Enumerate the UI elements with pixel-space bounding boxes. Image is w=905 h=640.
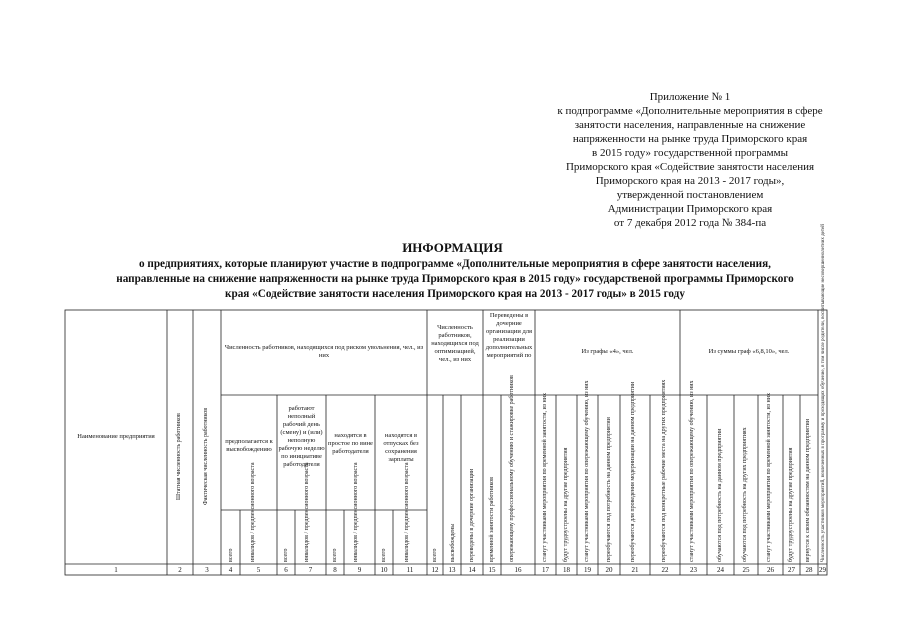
header-disabled: инвалидов / предпенсионного возраста xyxy=(304,462,310,562)
header-temp: временной занятости работников xyxy=(489,477,495,562)
header-v22: переобучаются под конкретные рабочие места на других предприятиях xyxy=(661,379,667,562)
col-number: 10 xyxy=(380,566,388,574)
col-number: 6 xyxy=(284,566,288,574)
header-disabled: инвалидов / предпенсионного возраста xyxy=(404,462,410,562)
appendix-line: Приложение № 1 xyxy=(649,91,731,103)
col-number: 26 xyxy=(767,566,774,574)
document-title: ИНФОРМАЦИЯ xyxy=(402,240,503,255)
appendix-line: утвержденной постановлением xyxy=(616,189,764,201)
col-number: 2 xyxy=(178,566,182,574)
col-number: 8 xyxy=(333,566,337,574)
header-disabled: инвалидов / предпенсионного возраста xyxy=(353,462,359,562)
col-number: 20 xyxy=(605,566,613,574)
col-number: 9 xyxy=(357,566,362,574)
col-number: 3 xyxy=(205,566,209,574)
col-number: 19 xyxy=(584,566,591,574)
col-number: 1 xyxy=(114,566,118,574)
col-number: 13 xyxy=(448,566,456,574)
header-v17: станут участниками мероприятия по временной занятости, из них xyxy=(542,393,548,562)
header-v19: станут участниками мероприятия по опережающему обучению, из них xyxy=(584,380,590,562)
header-total: всего xyxy=(432,548,438,562)
col-number: 7 xyxy=(308,566,313,574)
col-number: 29 xyxy=(819,566,826,574)
header-total: всего xyxy=(228,548,234,562)
col-number: 5 xyxy=(256,566,261,574)
col-number: 21 xyxy=(631,566,639,574)
appendix-line: напряженности на рынке труда Приморского края xyxy=(572,133,808,145)
header-sum-group: Из суммы граф «6,8,10», чел. xyxy=(708,348,790,355)
header-v24: обучаются под потребность на данном предприятии xyxy=(717,428,723,562)
appendix-line: от 7 декабря 2012 года № 384-па xyxy=(613,217,767,229)
header-risk-group: Численность работников, находящихся под риском увольнения, чел., из них xyxy=(224,344,424,359)
subtitle-line: края «Содействие занятости населения Приморского края на 2013 - 2017 годы» в 2015 году xyxy=(225,288,685,300)
header-actual: Фактическая численность работников xyxy=(203,407,209,505)
col-number: 4 xyxy=(228,566,233,574)
header-v26: станут участниками мероприятия по временной занятости, из них xyxy=(766,393,772,562)
header-v27: будут трудоустроены на другие предприятия xyxy=(788,447,794,562)
header-transferred: переведены в дочерние организации xyxy=(469,468,475,562)
header-release: предполагается к высвобождению xyxy=(225,438,273,453)
col-number: 18 xyxy=(563,566,570,574)
header-optimize-group: Численность работников, находящихся под оптимизацией, чел., из них xyxy=(431,324,479,363)
appendix-line: Приморского края на 2013 - 2017 годы», xyxy=(595,175,785,187)
header-total: всего xyxy=(332,548,338,562)
header-col4-group: Из графы «4», чел. xyxy=(581,348,634,355)
col-number: 15 xyxy=(488,566,496,574)
subtitle-line: направленные на снижение напряженности на рынке труда Приморского края в 2015 году» государственой программы Приморского xyxy=(116,273,794,285)
appendix-line: в 2015 году» государственной программы xyxy=(592,147,788,159)
col-number: 14 xyxy=(468,566,476,574)
appendix-line: Администрации Приморского края xyxy=(607,203,773,215)
col-number: 22 xyxy=(661,566,669,574)
col-number: 16 xyxy=(514,566,522,574)
header-v20: переобучаются под потребность на данном предприятии xyxy=(606,417,612,562)
header-v28: вернутся к своим обязанностям на данном предприятии xyxy=(805,419,811,562)
header-released: высвобождены xyxy=(450,523,456,562)
header-disabled: инвалидов / предпенсионного возраста xyxy=(250,462,256,562)
header-parttime: работают неполный рабочий день (смену) и (или) неполную рабочую неделю по инициативе работодателя xyxy=(278,405,325,468)
col-number: 27 xyxy=(788,566,795,574)
col-number: 17 xyxy=(542,566,549,574)
header-staff: Штатная численность работников xyxy=(176,413,182,500)
col-number: 28 xyxy=(805,566,813,574)
header-subsidiary-group: Переведены в дочерние организации для реализации дополнительных мероприятий по xyxy=(485,312,533,359)
header-v25: обучаются под потребность на других предприятиях xyxy=(742,427,748,562)
subtitle-line: о предприятиях, которые планируют участие в подпрограмме «Дополнительные мероприятия в сфере занятости населения, xyxy=(139,258,771,270)
col-number: 25 xyxy=(742,566,750,574)
col-number: 24 xyxy=(717,566,724,574)
header-total: всего xyxy=(283,548,289,562)
header-v21: переобучаются для проведения модернизации на данном предприятии xyxy=(630,381,636,562)
col-number: 11 xyxy=(406,566,414,574)
col-number: 12 xyxy=(431,566,439,574)
appendix-line: к подпрограмме «Дополнительные мероприятия в сфере xyxy=(557,105,823,117)
appendix-line: Приморского края «Содействие занятости населения xyxy=(565,161,815,173)
header-leave: находятся в отпусках без сохранения зарплаты xyxy=(383,432,419,463)
header-v18: будут трудоустроены на другие предприятия xyxy=(563,447,569,562)
header-enterprise: Наименование предприятия xyxy=(77,433,155,440)
header-idle: находятся в простое по вине работодателя xyxy=(328,432,373,455)
appendix-line: занятости населения, направленные на снижение xyxy=(574,119,806,131)
header-v23: станут участниками мероприятия по опережающему обучению, из них xyxy=(689,380,695,562)
col-number: 23 xyxy=(690,566,697,574)
header-v29: Численность участников мероприятий, вовлеченных в программу и проходящих обучение, в том числе родители, воспитывающие несовершеннолетних детей xyxy=(821,224,826,562)
header-total: всего xyxy=(381,548,387,562)
header-training: опережающему профессиональному обучению и стажировке работников xyxy=(509,375,515,562)
